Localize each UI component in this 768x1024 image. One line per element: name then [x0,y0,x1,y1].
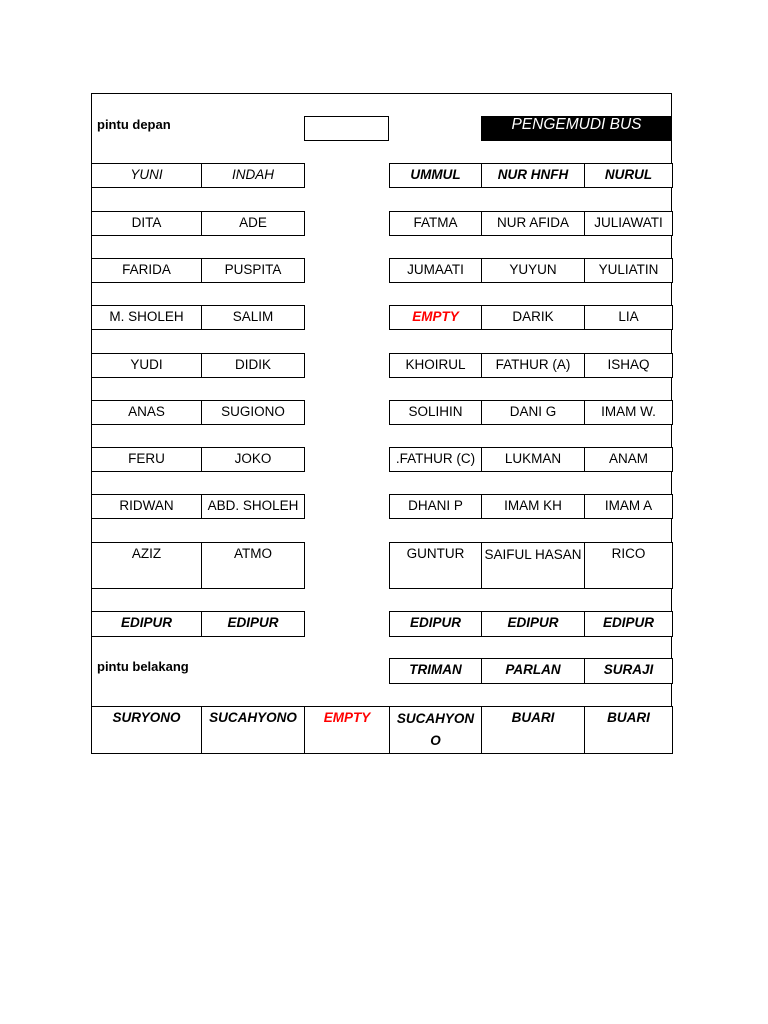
seat-cell: ANAM [584,447,673,472]
seat-cell: KHOIRUL [389,353,482,378]
seat-cell: SUCAHYON O [389,706,482,754]
seat-cell: ISHAQ [584,353,673,378]
driver-label: PENGEMUDI BUS [481,116,672,141]
seat-cell: SURAJI [584,658,673,684]
seat-cell: FARIDA [91,258,202,283]
seat-cell: NUR HNFH [481,163,585,188]
seat-cell: YUNI [91,163,202,188]
rear-row-frame [91,706,673,754]
seat-cell: BUARI [481,706,585,754]
seat-cell: FATMA [389,211,482,236]
seat-cell: EDIPUR [389,611,482,637]
seat-cell: FATHUR (A) [481,353,585,378]
seat-cell: IMAM KH [481,494,585,519]
seat-cell: NUR AFIDA [481,211,585,236]
seat-cell: DHANI P [389,494,482,519]
back-door-label: pintu belakang [97,659,189,674]
seat-cell: UMMUL [389,163,482,188]
front-door-box [304,116,389,141]
rear-row-divider [481,706,482,754]
seat-cell: FERU [91,447,202,472]
seat-cell: JOKO [201,447,305,472]
seat-cell: SAIFUL HASAN [481,542,585,589]
seat-cell: LUKMAN [481,447,585,472]
seat-cell: ADE [201,211,305,236]
seat-cell: AZIZ [91,542,202,589]
front-door-label: pintu depan [97,117,171,132]
seat-cell: ABD. SHOLEH [201,494,305,519]
rear-row-divider [304,706,305,754]
seat-cell: EMPTY [304,706,390,754]
seat-cell: YUYUN [481,258,585,283]
seat-cell: TRIMAN [389,658,482,684]
seat-cell: EMPTY [389,305,482,330]
seat-cell: RICO [584,542,673,589]
seat-cell: .FATHUR (C) [389,447,482,472]
seat-cell: INDAH [201,163,305,188]
seat-cell: DANI G [481,400,585,425]
seat-cell: EDIPUR [91,611,202,637]
seat-cell: LIA [584,305,673,330]
seat-cell: EDIPUR [584,611,673,637]
rear-row-divider [201,706,202,754]
seat-cell: ANAS [91,400,202,425]
seat-cell: IMAM W. [584,400,673,425]
seat-cell: RIDWAN [91,494,202,519]
seat-cell: YULIATIN [584,258,673,283]
seat-cell: YUDI [91,353,202,378]
seat-cell: SUGIONO [201,400,305,425]
rear-row-divider [389,706,390,754]
seat-cell: PUSPITA [201,258,305,283]
seat-cell: GUNTUR [389,542,482,589]
seat-cell: SUCAHYONO [201,706,305,754]
seat-cell: DIDIK [201,353,305,378]
seat-cell: EDIPUR [481,611,585,637]
seat-cell: DARIK [481,305,585,330]
seat-cell: SOLIHIN [389,400,482,425]
seat-cell: SALIM [201,305,305,330]
seat-cell: DITA [91,211,202,236]
seat-cell: ATMO [201,542,305,589]
seat-cell: SURYONO [91,706,202,754]
seat-cell: IMAM A [584,494,673,519]
seat-cell: JULIAWATI [584,211,673,236]
seat-cell: JUMAATI [389,258,482,283]
seat-cell: EDIPUR [201,611,305,637]
seat-cell: PARLAN [481,658,585,684]
seat-cell: BUARI [584,706,673,754]
seat-cell: NURUL [584,163,673,188]
rear-row-divider [584,706,585,754]
seat-cell: M. SHOLEH [91,305,202,330]
